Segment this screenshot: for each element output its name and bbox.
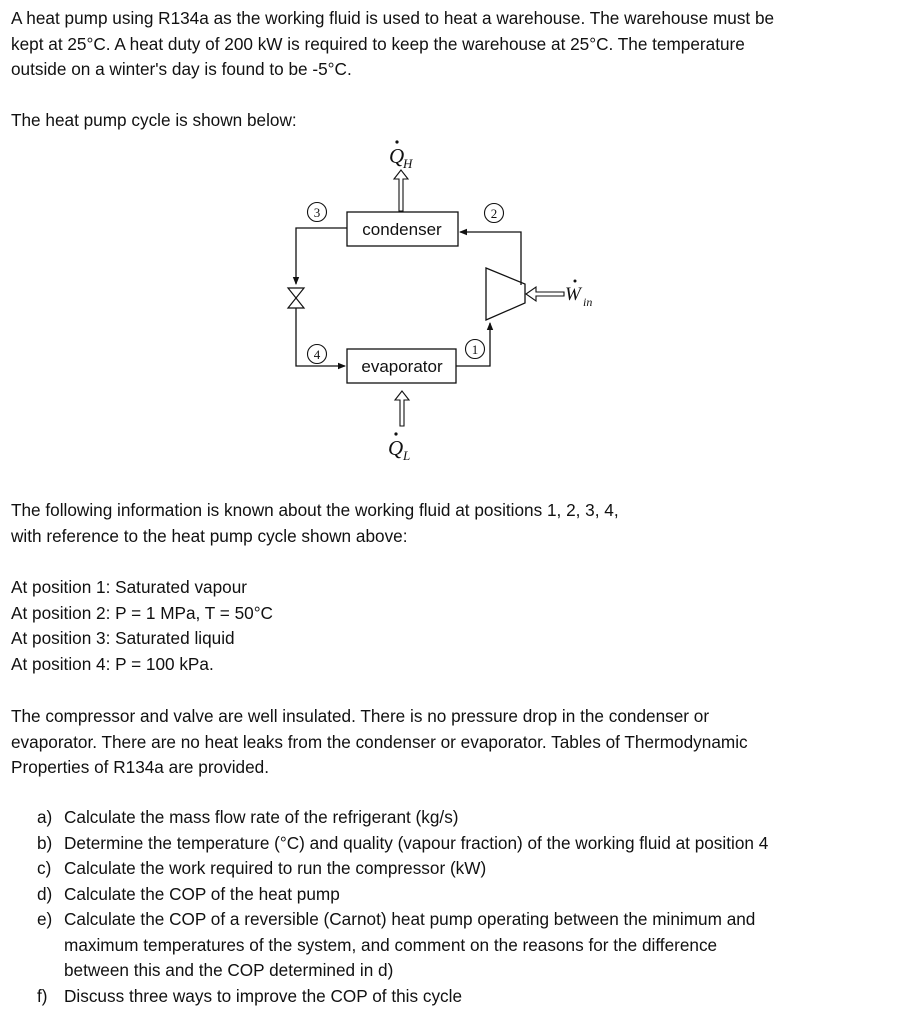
state-2-marker <box>485 204 504 223</box>
svg-text:Q: Q <box>388 436 404 460</box>
heat-pump-cycle-diagram <box>0 0 902 500</box>
state-conditions <box>11 575 273 677</box>
heat-rejected-symbol <box>389 140 413 171</box>
assumptions <box>11 704 748 781</box>
heat-absorbed-symbol <box>388 432 410 463</box>
heat-rejected-arrow <box>394 170 408 211</box>
svg-text:1: 1 <box>471 342 479 357</box>
svg-text:condenser: condenser <box>362 220 442 239</box>
question-e <box>37 907 768 984</box>
assumptions-line: Properties of R134a are provided. <box>11 757 269 777</box>
position-1-condition: At position 1: Saturated vapour <box>11 577 248 597</box>
cycle-intro: The heat pump cycle is shown below: <box>11 110 297 130</box>
question-letter: c) <box>37 858 52 878</box>
question-f <box>37 984 768 1010</box>
condenser <box>347 212 458 246</box>
assumptions-line: evaporator. There are no heat leaks from the condenser or evaporator. Tables of Thermodynamic <box>11 731 748 752</box>
svg-text:2: 2 <box>490 206 498 221</box>
state-3-marker <box>308 203 327 222</box>
question-letter: e) <box>37 909 53 929</box>
state-1-marker <box>466 340 485 359</box>
expansion-valve <box>288 288 304 308</box>
info-intro-line: The following information is known about the working fluid at positions 1, 2, 3, 4, <box>11 500 619 520</box>
svg-text:in: in <box>583 295 593 309</box>
intro-line: A heat pump using R134a as the working fluid is used to heat a warehouse. The warehouse must be <box>11 8 775 28</box>
assumptions-line: The compressor and valve are well insulated. There is no pressure drop in the condenser or <box>11 706 710 726</box>
question-text: Calculate the COP of a reversible (Carnot) heat pump operating between the minimum and <box>64 909 756 929</box>
question-text: maximum temperatures of the system, and comment on the reasons for the difference <box>64 934 718 955</box>
question-b <box>37 831 768 857</box>
question-list <box>37 805 768 1009</box>
compressor <box>486 268 525 320</box>
svg-text:Q: Q <box>389 144 405 168</box>
info-intro-line: with reference to the heat pump cycle shown above: <box>11 525 408 546</box>
work-input-symbol <box>565 280 592 310</box>
svg-text:H: H <box>403 156 413 171</box>
svg-text:L: L <box>403 448 411 463</box>
question-text: between this and the COP determined in d) <box>64 960 394 980</box>
evaporator <box>347 349 456 383</box>
question-text: Calculate the COP of the heat pump <box>64 883 340 904</box>
question-d <box>37 882 768 908</box>
intro-line: outside on a winter's day is found to be -5°C. <box>11 59 352 79</box>
question-text: Determine the temperature (°C) and quality (vapour fraction) of the working fluid at position 4 <box>64 832 769 853</box>
question-letter: f) <box>37 985 48 1006</box>
pipe-condenser-to-valve <box>296 228 347 284</box>
position-4-condition: At position 4: P = 100 kPa. <box>11 653 214 674</box>
position-2-condition: At position 2: P = 1 MPa, T = 50°C <box>11 602 273 623</box>
intro-line: kept at 25°C. A heat duty of 200 kW is required to keep the warehouse at 25°C. The temperature <box>11 33 745 54</box>
question-a <box>37 805 768 831</box>
question-c <box>37 856 768 882</box>
position-3-condition: At position 3: Saturated liquid <box>11 628 235 648</box>
work-input-arrow <box>526 287 564 301</box>
question-text: Calculate the work required to run the compressor (kW) <box>64 858 487 878</box>
question-letter: b) <box>37 832 53 853</box>
info-intro <box>11 498 619 549</box>
question-letter: d) <box>37 883 53 904</box>
question-text: Calculate the mass flow rate of the refrigerant (kg/s) <box>64 807 459 827</box>
svg-text:evaporator: evaporator <box>361 357 443 376</box>
svg-text:4: 4 <box>313 347 321 362</box>
heat-absorbed-arrow <box>395 391 409 426</box>
question-text: Discuss three ways to improve the COP of this cycle <box>64 985 463 1006</box>
question-letter: a) <box>37 807 53 827</box>
svg-text:3: 3 <box>313 205 321 220</box>
state-4-marker <box>308 345 327 364</box>
svg-text:W: W <box>565 284 581 305</box>
